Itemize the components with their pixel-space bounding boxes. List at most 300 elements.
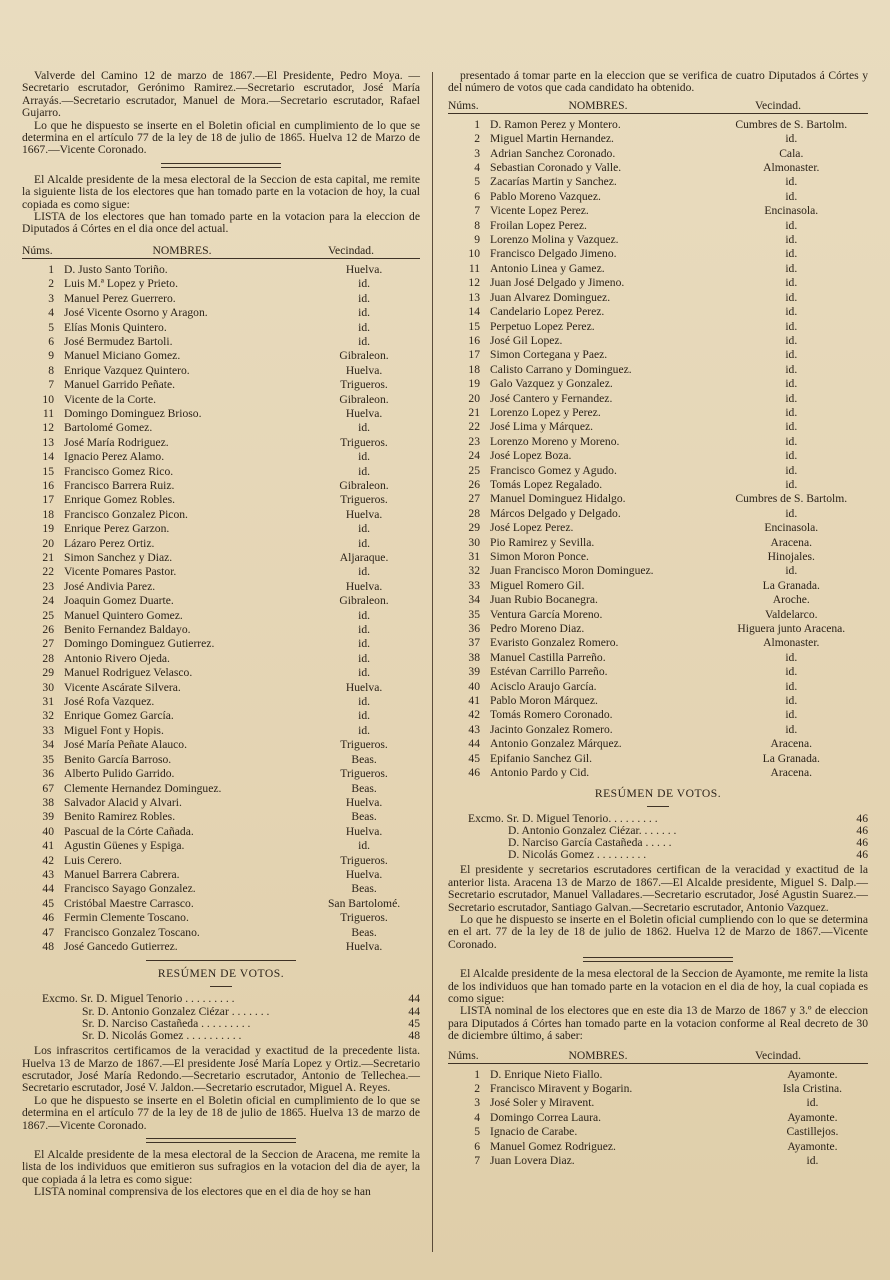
vote-row bbox=[42, 1006, 420, 1018]
elector-vecindad: id. bbox=[785, 305, 798, 319]
header-vecindad: Vecindad. bbox=[327, 243, 375, 257]
vote-row bbox=[468, 825, 868, 837]
candidate-name: Sr. D. Antonio Gonzalez Ciézar . . . . . . . bbox=[82, 1005, 270, 1018]
row-number: 6 bbox=[48, 334, 54, 348]
table-row bbox=[448, 564, 868, 578]
vote-count: 46 bbox=[856, 835, 868, 849]
table-row bbox=[22, 782, 420, 796]
elector-name: Juan Alvarez Dominguez. bbox=[490, 290, 611, 304]
elector-vecindad: id. bbox=[358, 421, 371, 435]
elector-name: Lorenzo Moreno y Moreno. bbox=[490, 434, 620, 448]
table-row bbox=[22, 839, 420, 853]
elector-vecindad: id. bbox=[785, 665, 798, 679]
table-row bbox=[448, 1082, 868, 1096]
elector-name: Pablo Moron Márquez. bbox=[490, 694, 598, 708]
elector-vecindad: Gibraleon. bbox=[339, 478, 389, 492]
table-row bbox=[448, 708, 868, 722]
elector-name: Adrian Sanchez Coronado. bbox=[490, 146, 616, 160]
short-rule bbox=[210, 986, 232, 987]
elector-name: Luis M.ª Lopez y Prieto. bbox=[64, 277, 178, 291]
elector-vecindad: Huelva. bbox=[345, 363, 383, 377]
row-number: 38 bbox=[42, 795, 54, 809]
row-number: 24 bbox=[42, 594, 54, 608]
elector-vecindad: id. bbox=[785, 708, 798, 722]
table-row bbox=[448, 723, 868, 737]
row-number: 5 bbox=[48, 320, 54, 334]
valverde-paragraph: Valverde del Camino 12 de marzo de 1867.—El Presidente, Pedro Moya. —Secretario escrutador, Gerónimo Ramirez.—Secretario escrutador, José María Arrayás.—Secretario escrutador, Manuel de Mora.—Secretario escrutador, Rafael Gujarro. bbox=[22, 69, 420, 120]
elector-vecindad: Higuera junto Aracena. bbox=[737, 622, 846, 636]
vote-count: 45 bbox=[408, 1016, 420, 1030]
aracena-electors-table bbox=[448, 118, 868, 781]
row-number: 40 bbox=[42, 824, 54, 838]
elector-vecindad: id. bbox=[358, 334, 371, 348]
table-row bbox=[448, 1125, 868, 1139]
row-number: 1 bbox=[48, 262, 54, 276]
row-number: 15 bbox=[42, 464, 54, 478]
elector-name: José Cantero y Fernandez. bbox=[490, 391, 613, 405]
elector-vecindad: Valdelarco. bbox=[765, 607, 818, 621]
table-row bbox=[448, 276, 868, 290]
elector-name: Candelario Lopez Perez. bbox=[490, 305, 605, 319]
table-row bbox=[448, 334, 868, 348]
header-names: NOMBRES. bbox=[568, 1048, 628, 1062]
table-row bbox=[22, 292, 420, 306]
aracena-publication-note: Lo que he dispuesto se inserte en el Boletin oficial cumpliendo con lo que se determina en el art. 77 de la ley de 18 de julio de 1862. Huelva 12 de Marzo de 1867.—Vicente Coronado. bbox=[448, 912, 868, 951]
row-number: 10 bbox=[468, 247, 480, 261]
elector-name: D. Enrique Nieto Fiallo. bbox=[490, 1067, 603, 1081]
elector-name: Francisco Gonzalez Toscano. bbox=[64, 925, 200, 939]
elector-vecindad: Isla Cristina. bbox=[782, 1082, 843, 1095]
elector-vecindad: La Granada. bbox=[762, 751, 820, 765]
elector-name: Acisclo Araujo García. bbox=[490, 679, 597, 693]
elector-name: Alberto Pulido Garrido. bbox=[64, 767, 175, 781]
table-row bbox=[448, 1140, 868, 1154]
elector-vecindad: id. bbox=[785, 391, 798, 405]
table-row bbox=[22, 753, 420, 767]
table-row bbox=[448, 392, 868, 406]
table-row bbox=[22, 738, 420, 752]
header-vecindad: Vecindad. bbox=[754, 1048, 802, 1062]
elector-vecindad: Huelva. bbox=[345, 507, 383, 521]
elector-name: Miguel Martin Hernandez. bbox=[490, 132, 614, 146]
elector-vecindad: id. bbox=[358, 723, 371, 737]
elector-name: Manuel Miciano Gomez. bbox=[64, 349, 181, 363]
elector-name: D. Justo Santo Toriño. bbox=[64, 262, 168, 276]
row-number: 12 bbox=[42, 421, 54, 435]
elector-name: Simon Moron Ponce. bbox=[490, 550, 589, 563]
row-number: 23 bbox=[468, 434, 480, 448]
elector-vecindad: id. bbox=[785, 694, 798, 708]
table-row bbox=[448, 622, 868, 636]
elector-vecindad: id. bbox=[785, 377, 798, 391]
elector-vecindad: id. bbox=[358, 450, 371, 464]
elector-name: Cristóbal Maestre Carrasco. bbox=[64, 896, 194, 910]
row-number: 1 bbox=[474, 117, 480, 131]
table-row bbox=[22, 450, 420, 464]
elector-vecindad: id. bbox=[785, 362, 798, 376]
aracena-certification: El presidente y secretarios escrutadores certifican de la veracidad y exactitud de la anterior lista. Aracena 13 de Marzo de 1867.—El Alcalde presidente, Miguel S. Dalp.—Secretario escrutador, Manuel Valladares.—Secretario escrutador, José Agustin Suarez.—Secretario escrutador, Santiago Galvan.—Secretario escrutador, Antonio Vazquez. bbox=[448, 863, 868, 914]
elector-name: Vicente Ascárate Silvera. bbox=[64, 680, 181, 694]
elector-name: Tomás Romero Coronado. bbox=[490, 708, 613, 722]
row-number: 44 bbox=[42, 882, 54, 896]
elector-vecindad: Huelva. bbox=[345, 680, 383, 694]
elector-name: José Rofa Vazquez. bbox=[64, 695, 155, 709]
elector-vecindad: id. bbox=[358, 536, 371, 550]
table-row bbox=[448, 752, 868, 766]
row-number: 31 bbox=[468, 550, 480, 563]
elector-vecindad: Beas. bbox=[351, 882, 377, 896]
row-number: 25 bbox=[468, 463, 480, 477]
row-number: 16 bbox=[468, 333, 480, 347]
row-number: 32 bbox=[42, 709, 54, 723]
elector-vecindad: La Granada. bbox=[762, 578, 820, 592]
header-nums: Núms. bbox=[448, 98, 479, 112]
publication-note: Lo que he dispuesto se inserte en el Boletin oficial en cumplimiento de lo que se determina en el artículo 77 de la ley de 18 de julio de 1865. Huelva 12 de Marzo de 1667.—Vicente Coronado. bbox=[22, 118, 420, 157]
elector-vecindad: id. bbox=[785, 247, 798, 261]
table-row bbox=[448, 363, 868, 377]
table-row bbox=[22, 695, 420, 709]
vote-row bbox=[468, 849, 868, 861]
elector-vecindad: Beas. bbox=[351, 810, 377, 824]
table-row bbox=[448, 694, 868, 708]
elector-name: Juan Lovera Diaz. bbox=[490, 1154, 575, 1168]
table-row bbox=[22, 681, 420, 695]
right-column bbox=[448, 70, 868, 1168]
short-rule bbox=[647, 806, 669, 807]
elector-vecindad: id. bbox=[785, 405, 798, 419]
elector-name: Calisto Carrano y Dominguez. bbox=[490, 362, 632, 376]
elector-name: Francisco Sayago Gonzalez. bbox=[64, 882, 196, 896]
table-row bbox=[448, 478, 868, 492]
column-divider bbox=[432, 72, 433, 1252]
row-number: 20 bbox=[42, 536, 54, 550]
elector-vecindad: id. bbox=[358, 522, 371, 536]
vote-row bbox=[42, 993, 420, 1005]
table-row bbox=[22, 364, 420, 378]
elector-name: Enrique Gomez Robles. bbox=[64, 493, 176, 507]
table-row bbox=[448, 507, 868, 521]
huelva-list-title: LISTA de los electores que han tomado parte en la votacion para la eleccion de Diputados á Córtes en el dia once del actual. bbox=[22, 210, 420, 236]
elector-name: Pedro Moreno Diaz. bbox=[490, 622, 585, 636]
vote-count: 46 bbox=[856, 811, 868, 825]
elector-vecindad: id. bbox=[785, 463, 798, 477]
row-number: 14 bbox=[42, 450, 54, 464]
elector-vecindad: Trigueros. bbox=[340, 738, 388, 752]
elector-vecindad: Trigueros. bbox=[340, 435, 388, 449]
vote-row bbox=[468, 837, 868, 849]
list-header bbox=[22, 244, 420, 259]
row-number: 22 bbox=[468, 420, 480, 434]
elector-vecindad: Huelva. bbox=[345, 795, 383, 809]
table-row bbox=[448, 118, 868, 132]
table-row bbox=[448, 521, 868, 535]
elector-vecindad: id. bbox=[806, 1096, 819, 1110]
row-number: 42 bbox=[42, 853, 54, 867]
table-row bbox=[22, 508, 420, 522]
huelva-publication-note: Lo que he dispuesto se inserte en el Boletin oficial en cumplimiento de lo que se determina en el artículo 77 de la ley de 18 de julio de 1865. Huelva 13 de marzo de 1867.—Vicente Coronado. bbox=[22, 1093, 420, 1132]
table-row bbox=[448, 305, 868, 319]
list-header bbox=[448, 1049, 868, 1064]
elector-vecindad: id. bbox=[785, 175, 798, 189]
elector-name: Froilan Lopez Perez. bbox=[490, 218, 587, 232]
elector-vecindad: id. bbox=[785, 506, 798, 520]
elector-name: José María Rodriguez. bbox=[64, 435, 169, 449]
elector-vecindad: id. bbox=[785, 650, 798, 664]
elector-vecindad: id. bbox=[358, 623, 371, 637]
table-row bbox=[22, 897, 420, 911]
row-number: 16 bbox=[42, 478, 54, 492]
elector-name: Simon Sanchez y Diaz. bbox=[64, 551, 173, 564]
elector-vecindad: Trigueros. bbox=[340, 378, 388, 392]
elector-vecindad: Almonaster. bbox=[763, 636, 820, 650]
row-number: 22 bbox=[42, 565, 54, 579]
header-names: NOMBRES. bbox=[568, 98, 628, 112]
elector-name: Manuel Perez Guerrero. bbox=[64, 291, 176, 305]
elector-name: Juan Rubio Bocanegra. bbox=[490, 593, 598, 607]
table-row bbox=[448, 161, 868, 175]
row-number: 43 bbox=[468, 722, 480, 736]
row-number: 46 bbox=[42, 911, 54, 925]
vote-count: 44 bbox=[408, 992, 420, 1006]
elector-vecindad: id. bbox=[358, 464, 371, 478]
elector-vecindad: id. bbox=[358, 651, 371, 665]
row-number: 27 bbox=[468, 492, 480, 506]
elector-vecindad: Cumbres de S. Bartolm. bbox=[735, 117, 848, 131]
elector-vecindad: Ayamonte. bbox=[787, 1067, 838, 1081]
row-number: 17 bbox=[468, 348, 480, 362]
elector-name: Galo Vazquez y Gonzalez. bbox=[490, 377, 613, 391]
table-row bbox=[22, 911, 420, 925]
row-number: 37 bbox=[468, 636, 480, 650]
votes-summary bbox=[448, 813, 868, 862]
row-number: 1 bbox=[474, 1067, 480, 1081]
huelva-electors-table bbox=[22, 263, 420, 955]
row-number: 30 bbox=[42, 680, 54, 694]
table-row bbox=[448, 593, 868, 607]
table-row bbox=[22, 767, 420, 781]
elector-vecindad: Ayamonte. bbox=[787, 1110, 838, 1124]
table-row bbox=[448, 219, 868, 233]
elector-name: Benito Ramirez Robles. bbox=[64, 810, 176, 824]
elector-vecindad: id. bbox=[785, 276, 798, 290]
row-number: 25 bbox=[42, 608, 54, 622]
elector-name: Manuel Castilla Parreño. bbox=[490, 650, 606, 664]
elector-name: Francisco Miravent y Bogarin. bbox=[490, 1082, 633, 1095]
elector-name: Clemente Hernandez Dominguez. bbox=[64, 781, 222, 795]
row-number: 28 bbox=[42, 651, 54, 665]
table-row bbox=[448, 1154, 868, 1168]
elector-vecindad: id. bbox=[785, 679, 798, 693]
row-number: 30 bbox=[468, 535, 480, 549]
table-row bbox=[22, 652, 420, 666]
row-number: 8 bbox=[48, 363, 54, 377]
elector-name: Francisco Delgado Jimeno. bbox=[490, 247, 617, 261]
row-number: 14 bbox=[468, 305, 480, 319]
row-number: 42 bbox=[468, 708, 480, 722]
elector-vecindad: id. bbox=[358, 608, 371, 622]
table-row bbox=[22, 335, 420, 349]
elector-name: Sebastian Coronado y Valle. bbox=[490, 161, 622, 175]
row-number: 12 bbox=[468, 276, 480, 290]
row-number: 32 bbox=[468, 564, 480, 578]
table-row bbox=[448, 262, 868, 276]
elector-name: José Gil Lopez. bbox=[490, 333, 563, 347]
elector-name: Manuel Dominguez Hidalgo. bbox=[490, 492, 626, 506]
elector-name: Evaristo Gonzalez Romero. bbox=[490, 636, 619, 650]
elector-vecindad: id. bbox=[358, 709, 371, 723]
row-number: 6 bbox=[474, 1139, 480, 1153]
row-number: 9 bbox=[48, 349, 54, 363]
table-row bbox=[448, 608, 868, 622]
table-row bbox=[22, 565, 420, 579]
left-column bbox=[22, 70, 420, 1199]
elector-vecindad: id. bbox=[785, 722, 798, 736]
elector-vecindad: Huelva. bbox=[345, 939, 383, 953]
row-number: 43 bbox=[42, 867, 54, 881]
elector-name: Agustin Güenes y Espiga. bbox=[64, 839, 185, 853]
elector-name: Vicente Lopez Perez. bbox=[490, 204, 589, 218]
elector-vecindad: id. bbox=[785, 261, 798, 275]
elector-name: José Andivia Parez. bbox=[64, 579, 156, 593]
table-row bbox=[22, 479, 420, 493]
row-number: 48 bbox=[42, 939, 54, 953]
elector-name: José Lopez Perez. bbox=[490, 521, 574, 535]
elector-vecindad: Beas. bbox=[351, 925, 377, 939]
row-number: 7 bbox=[48, 378, 54, 392]
vote-row bbox=[42, 1018, 420, 1030]
elector-vecindad: id. bbox=[785, 233, 798, 247]
elector-vecindad: Aracena. bbox=[770, 737, 813, 751]
elector-vecindad: Aracena. bbox=[770, 535, 813, 549]
elector-vecindad: Encinasola. bbox=[764, 521, 819, 535]
table-row bbox=[448, 766, 868, 780]
row-number: 26 bbox=[42, 623, 54, 637]
table-row bbox=[22, 623, 420, 637]
elector-vecindad: Beas. bbox=[351, 752, 377, 766]
elector-vecindad: id. bbox=[358, 277, 371, 291]
table-row bbox=[22, 854, 420, 868]
row-number: 38 bbox=[468, 650, 480, 664]
elector-name: Salvador Alacid y Alvari. bbox=[64, 795, 182, 809]
table-row bbox=[448, 233, 868, 247]
elector-vecindad: Aljaraque. bbox=[339, 551, 389, 564]
votes-summary bbox=[22, 993, 420, 1042]
candidate-name: Sr. D. Nicolás Gomez . . . . . . . . . . bbox=[82, 1029, 242, 1042]
elector-name: Fermin Clemente Toscano. bbox=[64, 911, 189, 925]
table-row bbox=[22, 926, 420, 940]
table-row bbox=[448, 665, 868, 679]
resumen-title: RESÚMEN DE VOTOS. bbox=[594, 786, 722, 800]
table-row bbox=[22, 537, 420, 551]
row-number: 17 bbox=[42, 493, 54, 507]
elector-vecindad: Trigueros. bbox=[340, 911, 388, 925]
row-number: 4 bbox=[474, 161, 480, 175]
elector-vecindad: Beas. bbox=[351, 781, 377, 795]
row-number: 11 bbox=[468, 261, 480, 275]
header-nums: Núms. bbox=[22, 243, 53, 257]
table-row bbox=[22, 551, 420, 565]
elector-name: Antonio Gonzalez Márquez. bbox=[490, 737, 622, 751]
table-row bbox=[22, 465, 420, 479]
elector-name: Juan Francisco Moron Dominguez. bbox=[490, 564, 654, 578]
row-number: 20 bbox=[468, 391, 480, 405]
row-number: 36 bbox=[468, 622, 480, 636]
elector-vecindad: Ayamonte. bbox=[787, 1139, 838, 1153]
elector-vecindad: id. bbox=[358, 695, 371, 709]
row-number: 2 bbox=[474, 1082, 480, 1095]
elector-vecindad: id. bbox=[785, 420, 798, 434]
elector-name: Manuel Gomez Rodriguez. bbox=[490, 1139, 616, 1153]
elector-vecindad: Trigueros. bbox=[340, 767, 388, 781]
elector-name: Joaquin Gomez Duarte. bbox=[64, 594, 174, 608]
row-number: 29 bbox=[468, 521, 480, 535]
elector-name: Miguel Romero Gil. bbox=[490, 578, 585, 592]
row-number: 67 bbox=[42, 781, 54, 795]
table-row bbox=[448, 579, 868, 593]
elector-name: Antonio Rivero Ojeda. bbox=[64, 651, 170, 665]
table-row bbox=[448, 348, 868, 362]
vote-row bbox=[468, 813, 868, 825]
table-row bbox=[448, 1096, 868, 1110]
row-number: 33 bbox=[468, 578, 480, 592]
elector-vecindad: id. bbox=[785, 477, 798, 491]
elector-vecindad: id. bbox=[785, 319, 798, 333]
elector-name: Epifanio Sanchez Gil. bbox=[490, 751, 593, 765]
elector-vecindad: id. bbox=[358, 839, 371, 853]
table-row bbox=[22, 393, 420, 407]
elector-vecindad: id. bbox=[785, 333, 798, 347]
elector-name: José Vicente Osorno y Aragon. bbox=[64, 306, 208, 320]
header-vecindad: Vecindad. bbox=[754, 98, 802, 112]
elector-name: Juan José Delgado y Jimeno. bbox=[490, 276, 625, 290]
aracena-list-title: LISTA nominal comprensiva de los electores que en el dia de hoy se han bbox=[34, 1185, 371, 1199]
elector-name: Simon Cortegana y Paez. bbox=[490, 348, 608, 362]
elector-name: Zacarías Martin y Sanchez. bbox=[490, 175, 617, 189]
table-row bbox=[448, 1068, 868, 1082]
row-number: 9 bbox=[474, 233, 480, 247]
table-row bbox=[22, 349, 420, 363]
table-row bbox=[448, 464, 868, 478]
elector-name: Domingo Correa Laura. bbox=[490, 1110, 602, 1124]
row-number: 26 bbox=[468, 477, 480, 491]
table-row bbox=[448, 204, 868, 218]
table-row bbox=[22, 709, 420, 723]
row-number: 3 bbox=[48, 291, 54, 305]
table-row bbox=[448, 175, 868, 189]
table-row bbox=[448, 536, 868, 550]
row-number: 13 bbox=[42, 435, 54, 449]
header-nums: Núms. bbox=[448, 1048, 479, 1062]
elector-name: Pascual de la Córte Cañada. bbox=[64, 824, 194, 838]
row-number: 35 bbox=[42, 752, 54, 766]
row-number: 2 bbox=[474, 132, 480, 146]
candidate-name: D. Antonio Gonzalez Ciézar. . . . . . . bbox=[508, 824, 677, 837]
elector-vecindad: Encinasola. bbox=[764, 204, 819, 218]
table-row bbox=[448, 420, 868, 434]
table-row bbox=[448, 680, 868, 694]
row-number: 36 bbox=[42, 767, 54, 781]
row-number: 21 bbox=[42, 551, 54, 564]
elector-vecindad: Castillejos. bbox=[786, 1125, 839, 1139]
elector-name: Ventura García Moreno. bbox=[490, 607, 603, 621]
elector-vecindad: Cumbres de S. Bartolm. bbox=[735, 492, 848, 506]
section-rule bbox=[146, 960, 296, 961]
elector-vecindad: Trigueros. bbox=[340, 493, 388, 507]
row-number: 21 bbox=[468, 405, 480, 419]
table-row bbox=[22, 796, 420, 810]
aracena-list-continuation: presentado á tomar parte en la eleccion que se verifica de cuatro Diputados á Córtes y del número de votos que cada candidato ha obtenido. bbox=[448, 69, 868, 95]
elector-vecindad: id. bbox=[358, 565, 371, 579]
